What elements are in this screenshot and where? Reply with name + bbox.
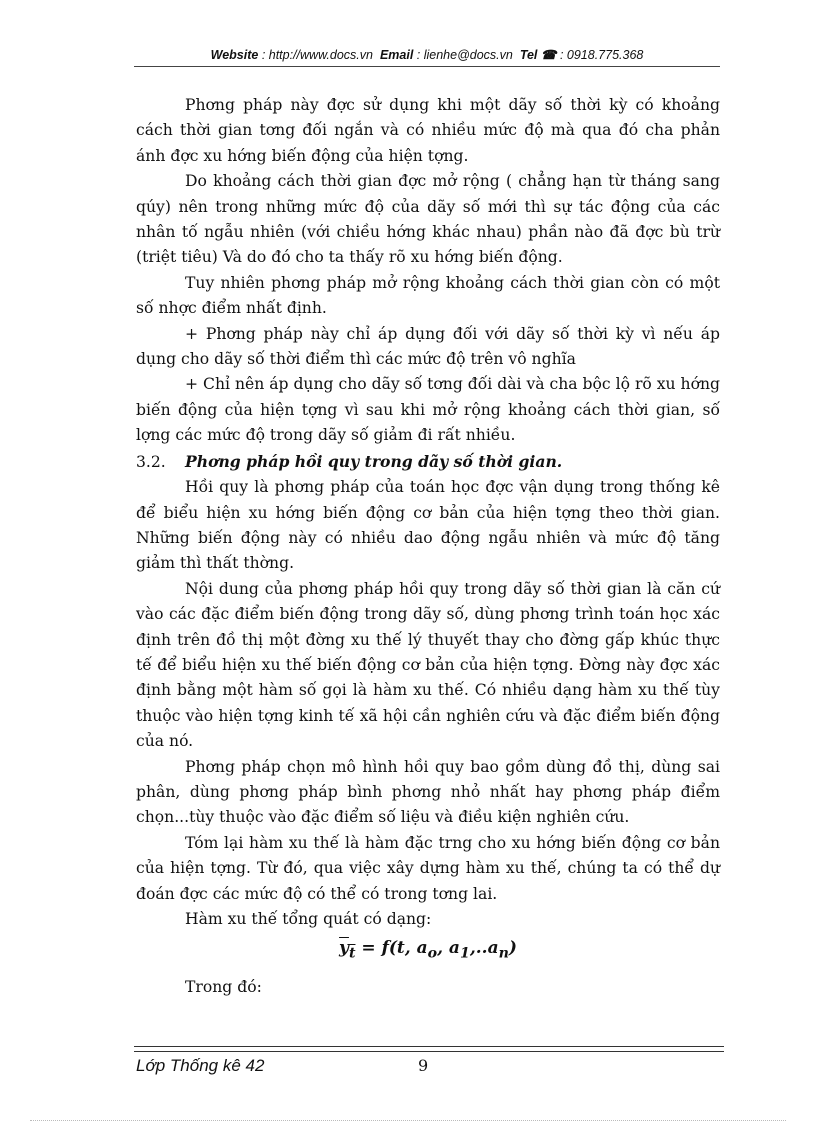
- section-heading: [136, 449, 720, 475]
- tel-value: : 0918.775.368: [559, 48, 644, 62]
- email-label: Email: [379, 48, 414, 62]
- page-number: 9: [418, 1056, 429, 1075]
- paragraph: Do khoảng cách thời gian đợc mở rộng ( chẳng hạn từ tháng sang qúy) nên trong những mức độ của dãy số mới thì sự tác động của các nhân tố ngẫu nhiên (với chiều hớng khác nhau) phần nào đã đợc bù trừ (triệt tiêu) Và do đó cho ta thấy rõ xu hớng biến động.: [136, 172, 720, 267]
- paragraph: Tuy nhiên phơng pháp mở rộng khoảng cách thời gian còn có một số nhợc điểm nhất định.: [136, 273, 720, 318]
- page-edge-divider: [30, 1120, 786, 1121]
- trend-function-formula: $y_t = f(t$, $a_o$, $a_1,..a_n$): [339, 938, 517, 962]
- paragraph: Trong đó:: [185, 978, 262, 997]
- paragraph: Hàm xu thế tổng quát có dạng:: [185, 910, 432, 928]
- tel-label: Tel ☎: [519, 48, 557, 62]
- paragraph: + Phơng pháp này chỉ áp dụng đối với dãy số thời kỳ vì nếu áp dụng cho dãy số thời điểm thì các mức độ trên vô nghĩa: [136, 324, 720, 369]
- footer-divider: [134, 1046, 724, 1052]
- paragraph: Phơng pháp này đợc sử dụng khi một dãy số thời kỳ có khoảng cách thời gian tơng đối ngắn và có nhiều mức độ mà qua đó cha phản ánh đợc xu hớng biến động của hiện tợng.: [136, 96, 720, 165]
- paragraph: Nội dung của phơng pháp hồi quy trong dãy số thời gian là căn cứ vào các đặc điểm biến động trong dãy số, dùng phơng trình toán học xác định trên đồ thị một đờng xu thế lý thuyết thay cho đờng gấp khúc thực tế để biểu hiện xu thế biến động cơ bản của hiện tợng. Đờng này đợc xác định bằng một hàm số gọi là hàm xu thế. Có nhiều dạng hàm xu thế tùy thuộc vào hiện tợng kinh tế xã hội cần nghiên cứu và đặc điểm biến động của nó.: [136, 579, 720, 751]
- paragraph: Tóm lại hàm xu thế là hàm đặc trng cho xu hớng biến động cơ bản của hiện tợng. Từ đó, qua việc xây dựng hàm xu thế, chúng ta có thể dự đoán đợc các mức độ có thể có trong tơng lai.: [136, 833, 720, 903]
- formula-lhs: $y_t$: [339, 938, 356, 962]
- email-link[interactable]: : lienhe@docs.vn: [416, 48, 513, 62]
- paragraph: Phơng pháp chọn mô hình hồi quy bao gồm dùng đồ thị, dùng sai phân, dùng phơng pháp bình phơng nhỏ nhất hay phơng pháp điểm chọn...tùy thuộc vào đặc điểm số liệu và điều kiện nghiên cứu.: [136, 757, 720, 827]
- footer-class-name: Lớp Thống kê 42: [136, 1056, 265, 1075]
- website-label: Website: [210, 48, 259, 62]
- paragraph: Hồi quy là phơng pháp của toán học đợc vận dụng trong thống kê để biểu hiện xu hớng biến động cơ bản của hiện tợng theo thời gian. Những biến động này có nhiều dao động ngẫu nhiên và mức độ tăng giảm thì thất thờng.: [136, 478, 720, 573]
- document-body: [136, 93, 720, 1001]
- paragraph: + Chỉ nên áp dụng cho dãy số tơng đối dài và cha bộc lộ rõ xu hớng biến động của hiện tợng vì sau khi mở rộng khoảng cách thời gian, số lợng các mức độ trong dãy số giảm đi rất nhiều.: [136, 375, 720, 445]
- section-number: 3.2.: [136, 452, 166, 471]
- page-header: [134, 46, 720, 67]
- section-title: Phơng pháp hồi quy trong dãy số thời gian.: [185, 451, 563, 471]
- website-link[interactable]: : http://www.docs.vn: [261, 48, 373, 62]
